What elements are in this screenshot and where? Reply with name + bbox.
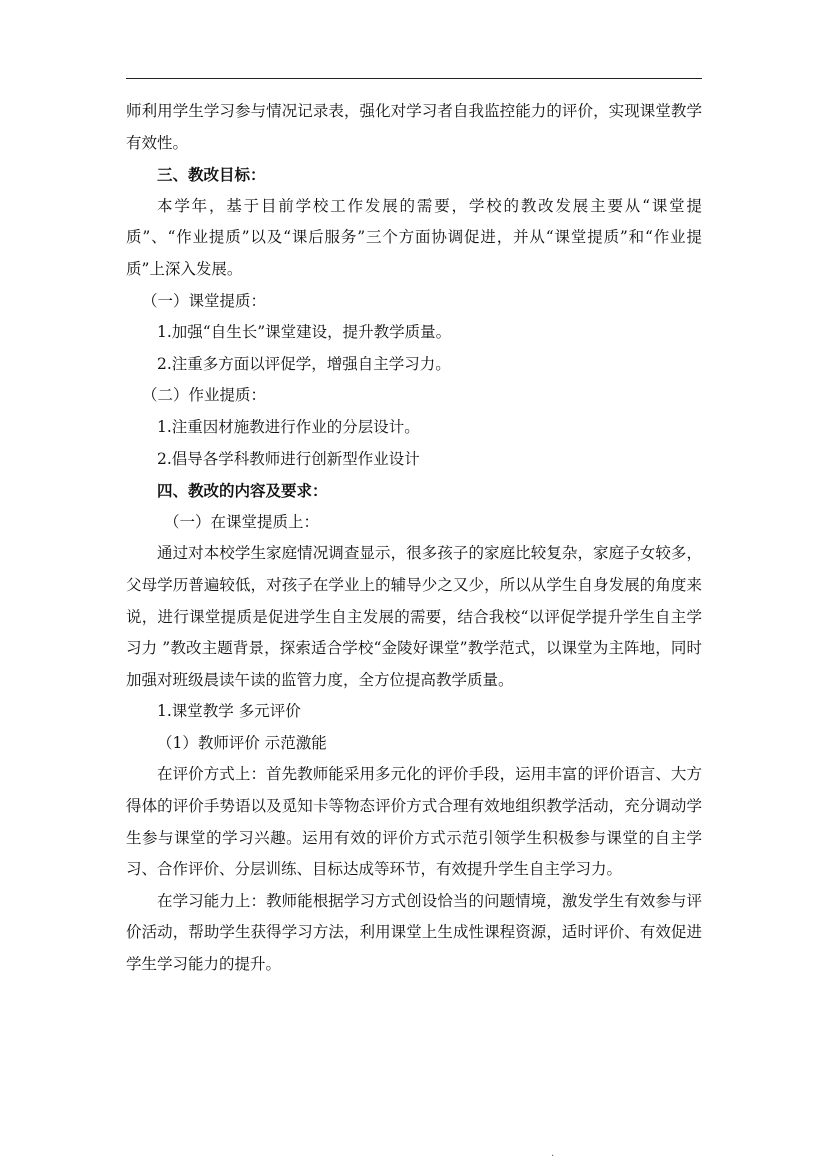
list-item: 2.注重多方面以评促学，增强自主学习力。 bbox=[157, 354, 451, 373]
subheading-homework: （二）作业提质： bbox=[142, 386, 267, 405]
section-heading-content: 四、教改的内容及要求： bbox=[157, 481, 328, 501]
section-heading-goals: 三、教改目标： bbox=[157, 165, 266, 185]
subheading-classroom-quality: （一）在课堂提质上： bbox=[164, 512, 320, 531]
subheading-teacher-evaluation: （1）教师评价 示范激能 bbox=[157, 733, 327, 752]
paragraph-evaluation-method: 在评价方式上：首先教师能采用多元化的评价手段，运用丰富的评价语言、大方得体的评价手势语以及觅知卡等物态评价方式合理有效地组织教学活动，充分调动学生参与课堂的学习兴趣。运用有效的评价方式示范引领学生积极参与课堂的自主学习、合作评价、分层训练、目标达成等环节，有效提升学生自主学习力。 bbox=[126, 765, 702, 879]
subheading-classroom: （一）课堂提质： bbox=[142, 291, 267, 310]
list-item: 1.注重因材施教进行作业的分层设计。 bbox=[157, 417, 420, 436]
body-text bbox=[126, 96, 702, 981]
header-rule bbox=[126, 78, 702, 79]
footer-mark: . bbox=[551, 1148, 555, 1159]
paragraph-goals: 本学年，基于目前学校工作发展的需要，学校的教改发展主要从“课堂提质”、“作业提质”以及“课后服务”三个方面协调促进，并从“课堂提质”和“作业提质”上深入发展。 bbox=[126, 196, 702, 278]
list-item: 1.加强“自生长”课堂建设，提升教学质量。 bbox=[157, 323, 452, 342]
list-item: 2.倡导各学科教师进行创新型作业设计 bbox=[157, 449, 420, 468]
paragraph-survey: 通过对本校学生家庭情况调查显示，很多孩子的家庭比较复杂，家庭子女较多，父母学历普遍较低，对孩子在学业上的辅导少之又少，所以从学生自身发展的角度来说，进行课堂提质是促进学生自主发展的需要，结合我校“以评促学提升学生自主学习力 ”教改主题背景，探索适合学校“金陵好课堂”教学范式，以课堂为主阵地，同时加强对班级晨读午读的监管力度，全方位提高教学质量。 bbox=[126, 544, 702, 689]
subheading-teaching: 1.课堂教学 多元评价 bbox=[157, 702, 301, 721]
paragraph-learning-ability: 在学习能力上：教师能根据学习方式创设恰当的问题情境，激发学生有效参与评价活动，帮助学生获得学习方法，利用课堂上生成性课程资源，适时评价、有效促进学生学习能力的提升。 bbox=[126, 891, 702, 974]
paragraph-continuation: 师利用学生学习参与情况记录表，强化对学习者自我监控能力的评价，实现课堂教学有效性。 bbox=[126, 102, 702, 152]
